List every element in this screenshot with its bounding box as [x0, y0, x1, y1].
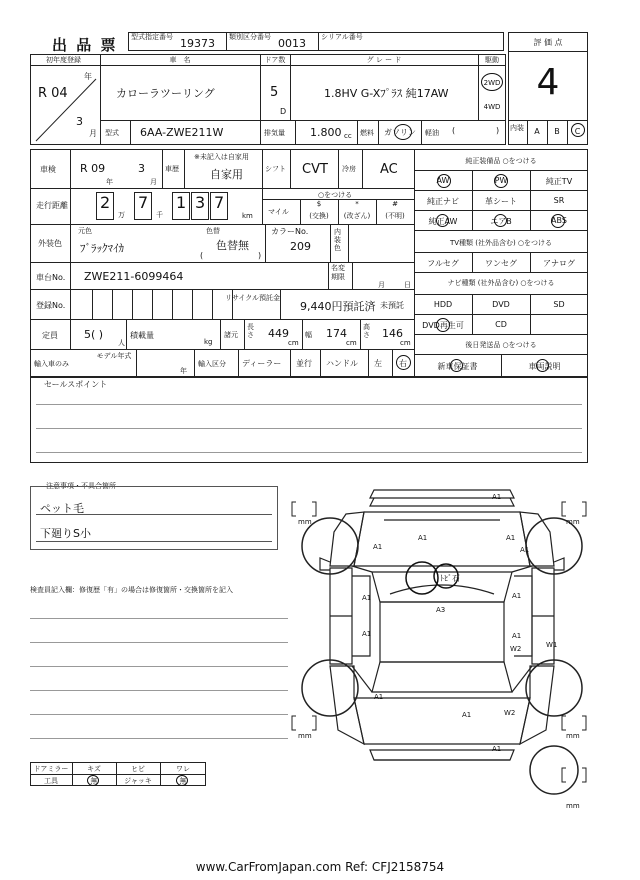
displacement-label: 排気量 [264, 129, 285, 137]
sales-point-label: セールスポイント [44, 380, 108, 389]
mark-fender-right: A1 [520, 546, 530, 554]
legend-scratch: キズ [87, 765, 101, 773]
mileage-d4: 3 [195, 193, 206, 212]
legend-tool: 工具 [44, 777, 58, 785]
after-label: 後日発送品 ○をつける [465, 341, 537, 349]
mark-rear-fender-left: A1 [374, 693, 384, 701]
tv-analog: アナログ [543, 259, 575, 268]
notes-label: 注意事項・不具合箇所 [46, 482, 116, 490]
height-value: 146 [382, 327, 403, 340]
mileage-d3: 1 [176, 193, 187, 212]
legend-jack-circle [176, 775, 188, 786]
shaken-month: 3 [138, 162, 145, 175]
capacity-label: 定員 [42, 331, 58, 340]
import-class-label: 輸入区分 [198, 360, 226, 368]
equip-abs: ABS [551, 216, 567, 225]
model-year-unit: 年 [180, 367, 187, 375]
navi-cd: CD [495, 320, 507, 329]
equip-genuine-aw: 純正AW [428, 217, 458, 226]
car-name: カローラツーリング [116, 87, 215, 100]
equip-navi: 純正ナビ [427, 197, 459, 206]
drive-2wd: 2WD [483, 79, 501, 87]
doors-value: 5 [270, 85, 279, 100]
equip-genuine-aw-circle [436, 214, 449, 227]
note-1: ペット毛 [40, 502, 84, 515]
color-change: 色替無 [216, 239, 249, 252]
capacity-unit: 人 [118, 339, 125, 347]
first-reg-month-unit: 月 [89, 129, 97, 138]
inspector-label: 検査員記入欄：修復歴「有」の場合は修復箇所・交換箇所を記入 [30, 586, 233, 594]
tire-fr-mm: mm [566, 518, 580, 526]
length-value: 449 [268, 327, 289, 340]
unknown-label: (不明) [385, 212, 405, 220]
mark-right-window: W1 [546, 641, 558, 649]
tv-oneseg: ワンセグ [485, 259, 517, 268]
shaken-label: 車検 [40, 165, 56, 174]
fuel-circle [394, 124, 412, 140]
length-label: 長さ [247, 323, 254, 339]
handle-right-circle [396, 355, 411, 370]
mark-windshield: ﾄﾋﾞ石 [440, 574, 460, 583]
equip-label: 純正装備品 ○をつける [465, 157, 537, 165]
miles-label: マイル [268, 208, 289, 216]
mark-hood-left: A1 [418, 534, 428, 542]
tire-rl-mm: mm [298, 732, 312, 740]
tire-rr-mm: mm [566, 732, 580, 740]
color-no-label: カラーNo. [271, 227, 309, 236]
chassis-label: 車台No. [36, 273, 66, 282]
color-sub-label: 色替 [206, 227, 220, 235]
equip-leather: 革シート [485, 197, 517, 206]
usage-note: ※未記入は自家用 [194, 153, 249, 161]
import-dealer: ディーラー [242, 359, 282, 368]
legend-mirror: ドアミラー [33, 765, 69, 773]
mark-hood-right: A1 [506, 534, 516, 542]
equip-pw: PW [494, 176, 508, 185]
displacement-unit: cc [344, 132, 352, 140]
after-manual: 車両説明 [528, 362, 561, 371]
mark-right-rear-door-2: A1 [512, 632, 522, 640]
legend-break: ワレ [176, 765, 190, 773]
interior-grade-a: A [534, 127, 540, 136]
exchange-label: (交換) [309, 212, 329, 220]
first-reg-year-unit: 年 [84, 72, 92, 81]
mark-rear-fender-right: W2 [504, 709, 516, 717]
unknown-sym: # [392, 200, 398, 208]
recycle-label: リサイクル預託金 [225, 294, 281, 302]
first-reg-label: 初年度登録 [46, 56, 81, 64]
ext-color-label: 外装色 [38, 239, 62, 248]
drive-2wd-circle [481, 73, 503, 91]
drive-label: 駆動 [485, 56, 499, 64]
navi-sd: SD [553, 300, 565, 309]
after-manual-circle [536, 359, 549, 372]
model-value: 6AA-ZWE211W [140, 126, 224, 139]
sheet-title: 出 品 票 [52, 36, 118, 54]
name-change-day: 日 [404, 281, 411, 289]
doors-sub: D [280, 107, 287, 116]
exchange-sym: $ [316, 200, 322, 208]
handle-label: ハンドル [326, 359, 358, 368]
type-no-label: 型式指定番号 [131, 33, 173, 41]
fuel-gasoline: ガソリン [384, 128, 416, 137]
mileage-sen-unit: 千 [156, 211, 163, 219]
reg-label: 登録No. [36, 301, 66, 310]
tv-label: TV種類 (社外品含む) ○をつける [449, 239, 553, 247]
chassis-value: ZWE211-6099464 [84, 270, 184, 283]
capacity-value: 5( ) [84, 328, 104, 341]
class-no-label: 類別区分番号 [229, 33, 271, 41]
shaken-year-unit: 年 [106, 178, 113, 186]
fuel-label: 燃料 [360, 129, 374, 137]
model-label: 型式 [105, 129, 119, 137]
first-reg-month: 3 [76, 115, 83, 128]
import-parallel: 並行 [296, 359, 312, 368]
load-unit: kg [204, 338, 213, 346]
mileage-man-unit: 万 [118, 211, 125, 219]
tamper-label: (改ざん) [343, 212, 371, 220]
after-warranty: 新車保証書 [437, 362, 478, 371]
first-reg-year: R 04 [38, 86, 68, 101]
width-label: 幅 [305, 331, 312, 339]
navi-label: ナビ種類 (社外品含む) ○をつける [447, 279, 555, 287]
after-warranty-circle [450, 359, 463, 372]
height-label: 高さ [363, 323, 370, 339]
mark-right-rear-door: W2 [510, 645, 522, 653]
legend-crack: ヒビ [131, 765, 145, 773]
orig-color-label: 元色 [78, 227, 92, 235]
mark-front-bumper: A1 [492, 493, 502, 501]
score-label: 評 価 点 [533, 38, 563, 47]
orig-color: ﾌﾞﾗｯｸﾏｲｶ [80, 242, 124, 255]
equip-aw-circle [437, 174, 451, 188]
name-change-month: 月 [378, 281, 385, 289]
ac-value: AC [380, 162, 398, 177]
interior-c-circle [571, 123, 585, 137]
legend-tool-circle [87, 775, 99, 786]
tamper-sym: * [355, 200, 359, 208]
recycle-value: 9,440円預託済 [300, 300, 376, 313]
circle-label: ○をつける [318, 191, 353, 199]
recycle-no: 未預託 [380, 301, 404, 310]
width-value: 174 [326, 327, 347, 340]
shift-label: シフト [265, 165, 286, 173]
interior-label: 内装 [510, 124, 524, 132]
legend-jack-value: 無 [179, 777, 187, 785]
mileage-km: km [242, 212, 253, 220]
car-name-label: 車 名 [169, 56, 191, 64]
interior-grade-c: C [574, 127, 581, 136]
navi-hdd: HDD [433, 300, 453, 309]
mark-trunk: A1 [462, 711, 472, 719]
class-no: 0013 [278, 37, 306, 50]
mark-roof: A3 [436, 606, 446, 614]
equip-sr: SR [553, 196, 565, 205]
navi-dvd: DVD [492, 300, 510, 309]
legend-jack: ジャッキ [124, 777, 152, 785]
type-no: 19373 [180, 37, 215, 50]
model-year-label: モデル年式 [96, 352, 132, 360]
mark-rear-bumper: A1 [492, 745, 502, 753]
tv-fullseg: フルセグ [427, 259, 459, 268]
doors-label: ドア数 [264, 56, 286, 64]
mark-left-front-door: A1 [362, 594, 372, 602]
mileage-label: 走行距離 [36, 201, 68, 210]
shaken-month-unit: 月 [150, 178, 157, 186]
serial-label: シリアル番号 [321, 33, 363, 41]
grade-label: グ レ ー ド [366, 56, 402, 64]
shift-value: CVT [302, 162, 328, 177]
usage-label: 車歴 [165, 165, 179, 173]
displacement-value: 1.800 [310, 126, 342, 139]
equip-airbag-circle [494, 214, 507, 227]
equip-pw-circle [494, 174, 508, 188]
handle-left: 左 [374, 359, 382, 368]
footer-ref: www.CarFromJapan.com Ref: CFJ2158754 [195, 860, 445, 874]
name-change-label: 名変期限 [331, 264, 345, 281]
mark-right-front-door: A1 [512, 592, 522, 600]
equip-tv: 純正TV [545, 177, 573, 186]
score-value: 4 [536, 62, 560, 103]
mark-fender-left: A1 [373, 543, 383, 551]
navi-dvd-play: DVD再生可 [422, 321, 464, 330]
interior-grade-b: B [554, 127, 560, 136]
color-no: 209 [290, 240, 311, 253]
int-color-label: 内装色 [334, 228, 341, 252]
usage-value: 自家用 [210, 168, 243, 181]
dims-label: 諸元 [224, 331, 238, 339]
handle-right: 右 [399, 359, 407, 368]
shaken-year: R 09 [80, 162, 106, 175]
load-label: 積載量 [130, 331, 154, 340]
note-2: 下廻りS小 [40, 527, 91, 540]
mark-left-rear-door: A1 [362, 630, 372, 638]
grade-value: 1.8HV G-Xﾌﾟﾗｽ 純17AW [324, 87, 449, 100]
mileage-d2: 7 [138, 193, 149, 212]
ac-label: 冷房 [342, 165, 356, 173]
equip-aw: AW [436, 176, 450, 185]
navi-dvd-play-circle [436, 318, 450, 332]
equip-airbag: エアB [490, 217, 512, 226]
equip-abs-circle [551, 214, 565, 228]
fuel-light-oil: 軽油 [425, 129, 439, 137]
tire-spare-mm: mm [566, 802, 580, 810]
drive-4wd: 4WD [483, 103, 501, 111]
import-label: 輸入車のみ [34, 360, 69, 368]
tire-fl-mm: mm [298, 518, 312, 526]
car-damage-diagram [290, 476, 610, 810]
sales-point-box [30, 377, 588, 463]
legend-tool-value: 無 [90, 777, 98, 785]
mileage-d1: 2 [100, 193, 111, 212]
mileage-d5: 7 [214, 193, 225, 212]
